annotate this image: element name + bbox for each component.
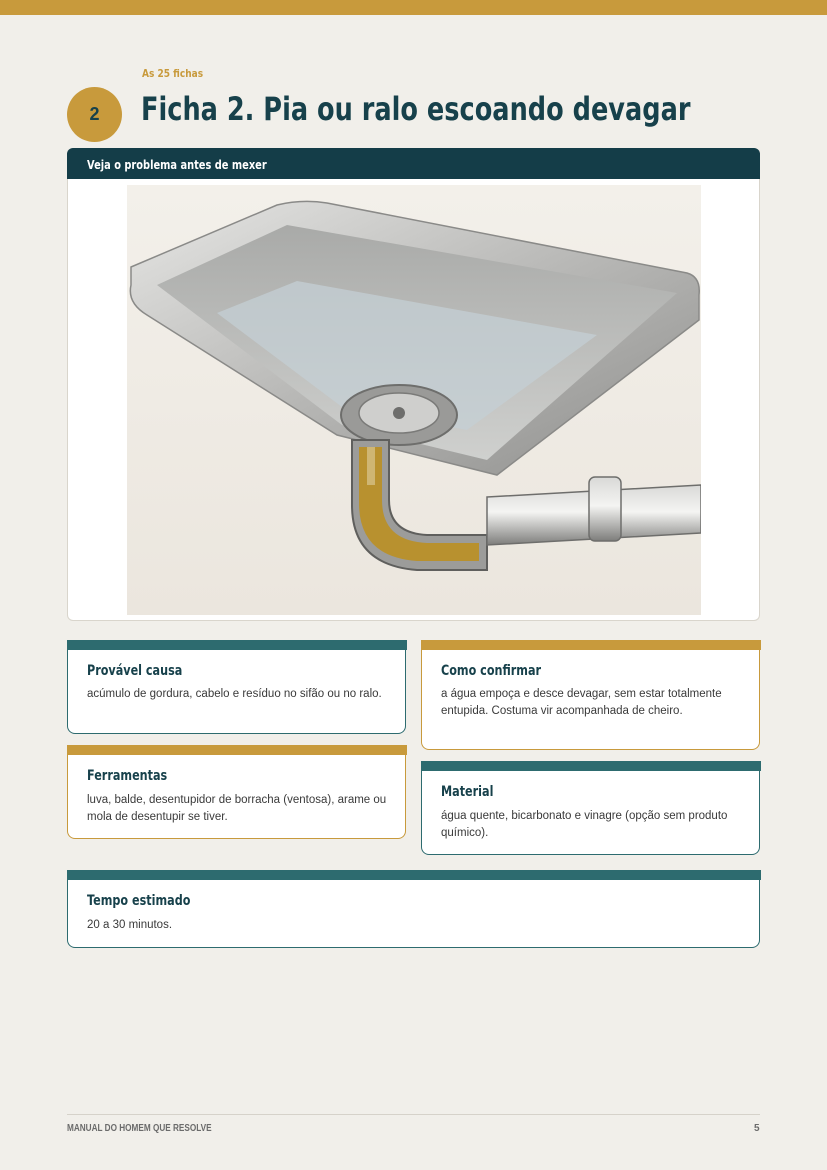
sink-drain-cutaway-image xyxy=(127,185,701,615)
card-title: Tempo estimado xyxy=(87,893,191,909)
card-como-confirmar xyxy=(421,640,760,750)
card-title: Material xyxy=(441,784,494,800)
card-title: Ferramentas xyxy=(87,768,168,784)
card-accent-strip xyxy=(67,640,407,650)
card-accent-strip xyxy=(67,745,407,755)
card-text: 20 a 30 minutos. xyxy=(87,919,173,931)
card-ferramentas xyxy=(67,745,406,839)
photo-section-label: Veja o problema antes de mexer xyxy=(87,158,267,172)
card-text: acúmulo de gordura, cabelo e resíduo no sifão ou no ralo. xyxy=(87,688,382,700)
card-accent-strip xyxy=(421,761,761,771)
card-accent-strip xyxy=(67,870,761,880)
card-title: Como confirmar xyxy=(441,663,542,679)
photo-section-header xyxy=(67,148,760,179)
card-text: água quente, bicarbonato e vinagre (opção sem produto químico). xyxy=(441,810,728,839)
top-accent-bar xyxy=(0,0,827,15)
card-text: luva, balde, desentupidor de borracha (ventosa), arame ou mola de desentupir se tiver. xyxy=(87,794,387,823)
section-eyebrow: As 25 fichas xyxy=(142,67,204,80)
photo-card xyxy=(67,179,760,621)
footer-divider xyxy=(67,1114,760,1115)
card-provavel-causa xyxy=(67,640,406,734)
footer-title: MANUAL DO HOMEM QUE RESOLVE xyxy=(67,1123,212,1134)
card-tempo-estimado xyxy=(67,870,760,948)
card-accent-strip xyxy=(421,640,761,650)
sheet-number-badge: 2 xyxy=(67,87,122,142)
page-number: 5 xyxy=(754,1123,760,1134)
page-title: Ficha 2. Pia ou ralo escoando devagar xyxy=(141,90,691,128)
card-material xyxy=(421,761,760,855)
card-text: a água empoça e desce devagar, sem estar totalmente entupida. Costuma vir acompanhada de cheiro. xyxy=(441,688,722,717)
sink-illustration xyxy=(127,185,701,615)
card-title: Provável causa xyxy=(87,663,183,679)
